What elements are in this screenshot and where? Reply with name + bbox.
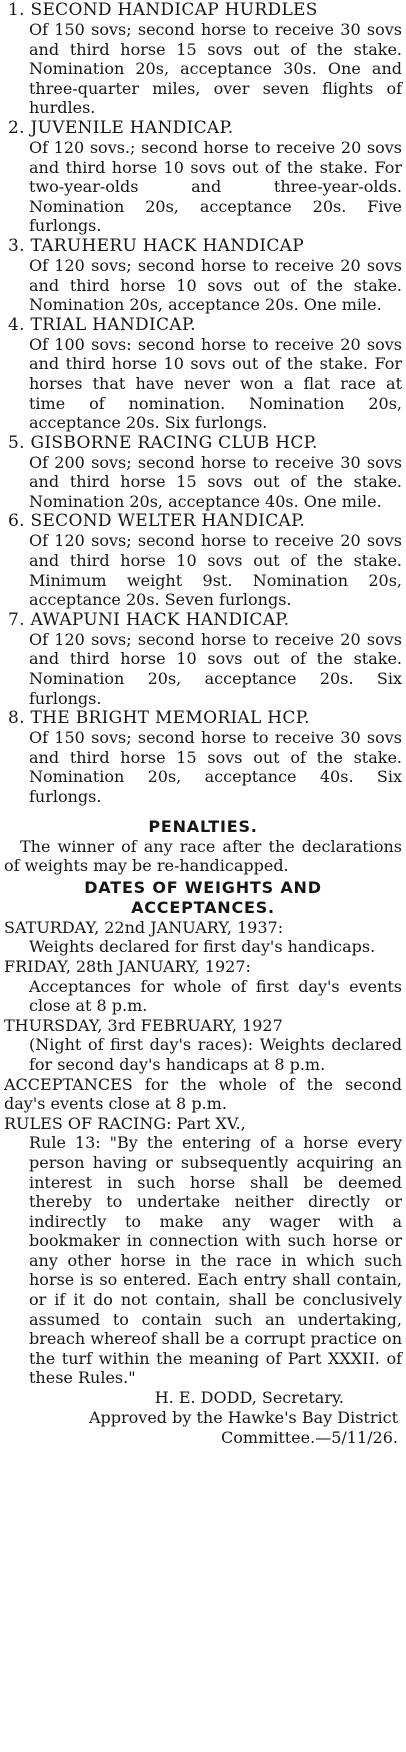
- race-entry: [4, 236, 402, 315]
- race-conditions: Of 120 sovs; second horse to receive 20 sovs and third horse 10 sovs out of the stake. Nomination 20s, acceptance 20s. Six furlongs.: [29, 629, 402, 708]
- race-entry: [4, 118, 402, 236]
- race-entry: [4, 0, 402, 118]
- date-entry: [4, 1016, 402, 1075]
- rules-section: [4, 1114, 402, 1388]
- race-list: [4, 0, 402, 807]
- race-entry: [4, 610, 402, 708]
- race-conditions: Of 120 sovs; second horse to receive 20 sovs and third horse 10 sovs out of the stake. Nomination 20s, acceptance 20s. One mile.: [29, 255, 402, 315]
- race-conditions: Of 100 sovs: second horse to receive 20 sovs and third horse 10 sovs out of the stake. For horses that have never won a flat race at time of nomination. Nomination 20s, acceptance 20s. Six furlongs.: [29, 334, 402, 433]
- date-label: THURSDAY, 3rd FEBRUARY, 1927: [4, 1015, 283, 1035]
- race-conditions: Of 150 sovs; second horse to receive 30 sovs and third horse 15 sovs out of the stake. Nomination 20s, acceptance 40s. Six furlongs.: [29, 728, 402, 806]
- date-details: Acceptances for whole of first day's events close at 8 p.m.: [29, 976, 402, 1016]
- dates-heading: DATES OF WEIGHTS AND: [84, 877, 322, 897]
- penalties-heading: PENALTIES.: [148, 816, 258, 836]
- date-entry: [4, 957, 402, 1016]
- date-details: Weights declared for first day's handicaps.: [29, 937, 376, 957]
- penalties-section: [4, 817, 402, 876]
- race-conditions: Of 200 sovs; second horse to receive 30 sovs and third horse 15 sovs out of the stake. Nomination 20s, acceptance 40s. One mile.: [29, 452, 402, 511]
- date-entry: [4, 918, 402, 957]
- date-label: SATURDAY, 22nd JANUARY, 1937:: [4, 917, 284, 937]
- race-entry: [4, 708, 402, 806]
- date-label: FRIDAY, 28th JANUARY, 1927:: [4, 956, 251, 976]
- rules-lead: RULES OF RACING: Part XV.,: [4, 1113, 246, 1133]
- race-title: 8. THE BRIGHT MEMORIAL HCP.: [8, 708, 310, 729]
- acceptances-text: for the whole of the second day's events close at 8 p.m.: [4, 1074, 402, 1114]
- acceptances-lead: ACCEPTANCES: [4, 1074, 133, 1094]
- race-entry: [4, 511, 402, 609]
- race-conditions: Of 150 sovs; second horse to receive 30 sovs and third horse 15 sovs out of the stake. Nomination 20s, acceptance 30s. One and three-quarter miles, over seven flights of hurdles.: [29, 20, 402, 118]
- race-entry: [4, 433, 402, 512]
- dates-section: [4, 878, 402, 1114]
- race-conditions: Of 120 sovs; second horse to receive 20 sovs and third horse 10 sovs out of the stake. Minimum weight 9st. Nomination 20s, acceptance 20s. Seven furlongs.: [29, 531, 402, 610]
- race-title: 3. TARUHERU HACK HANDICAP: [8, 235, 304, 256]
- race-title: 7. AWAPUNI HACK HANDICAP.: [8, 609, 290, 630]
- race-title: 4. TRIAL HANDICAP.: [8, 314, 196, 335]
- date-details: (Night of first day's races): Weights declared for second day's handicaps at 8 p.m.: [29, 1035, 402, 1074]
- race-title: 6. SECOND WELTER HANDICAP.: [8, 511, 306, 532]
- race-title: 1. SECOND HANDICAP HURDLES: [8, 0, 318, 20]
- approval-line: Approved by the Hawke's Bay District Committee.—5/11/26.: [88, 1408, 398, 1447]
- race-title: 2. JUVENILE HANDICAP.: [8, 117, 234, 138]
- race-title: 5. GISBORNE RACING CLUB HCP.: [8, 432, 318, 453]
- dates-heading-continued: ACCEPTANCES.: [131, 897, 275, 917]
- acceptances-paragraph: [4, 1075, 402, 1114]
- penalties-text: The winner of any race after the declarations of weights may be re-handicapped.: [4, 836, 402, 876]
- race-entry: [4, 315, 402, 433]
- rules-text: Rule 13: "By the entering of a horse every person having or subsequently acquiring an interest in such horse shall be deemed thereby to undertake neither directly or indirectly to make any wager with a bookmaker in connection with such horse or any other horse in the race in which such horse is so entered. Each entry shall contain, or if it do not contain, shall be conclusively assumed to contain such an undertaking, breach whereof shall be a corrupt practice on the turf within the meaning of Part XXXII. of these Rules.": [29, 1133, 402, 1388]
- race-conditions: Of 120 sovs.; second horse to receive 20 sovs and third horse 10 sovs out of the stake. For two-year-olds and three-year-olds. Nomination 20s, acceptance 20s. Five furlongs.: [29, 137, 402, 236]
- secretary-signature: H. E. DODD, Secretary.: [154, 1388, 344, 1408]
